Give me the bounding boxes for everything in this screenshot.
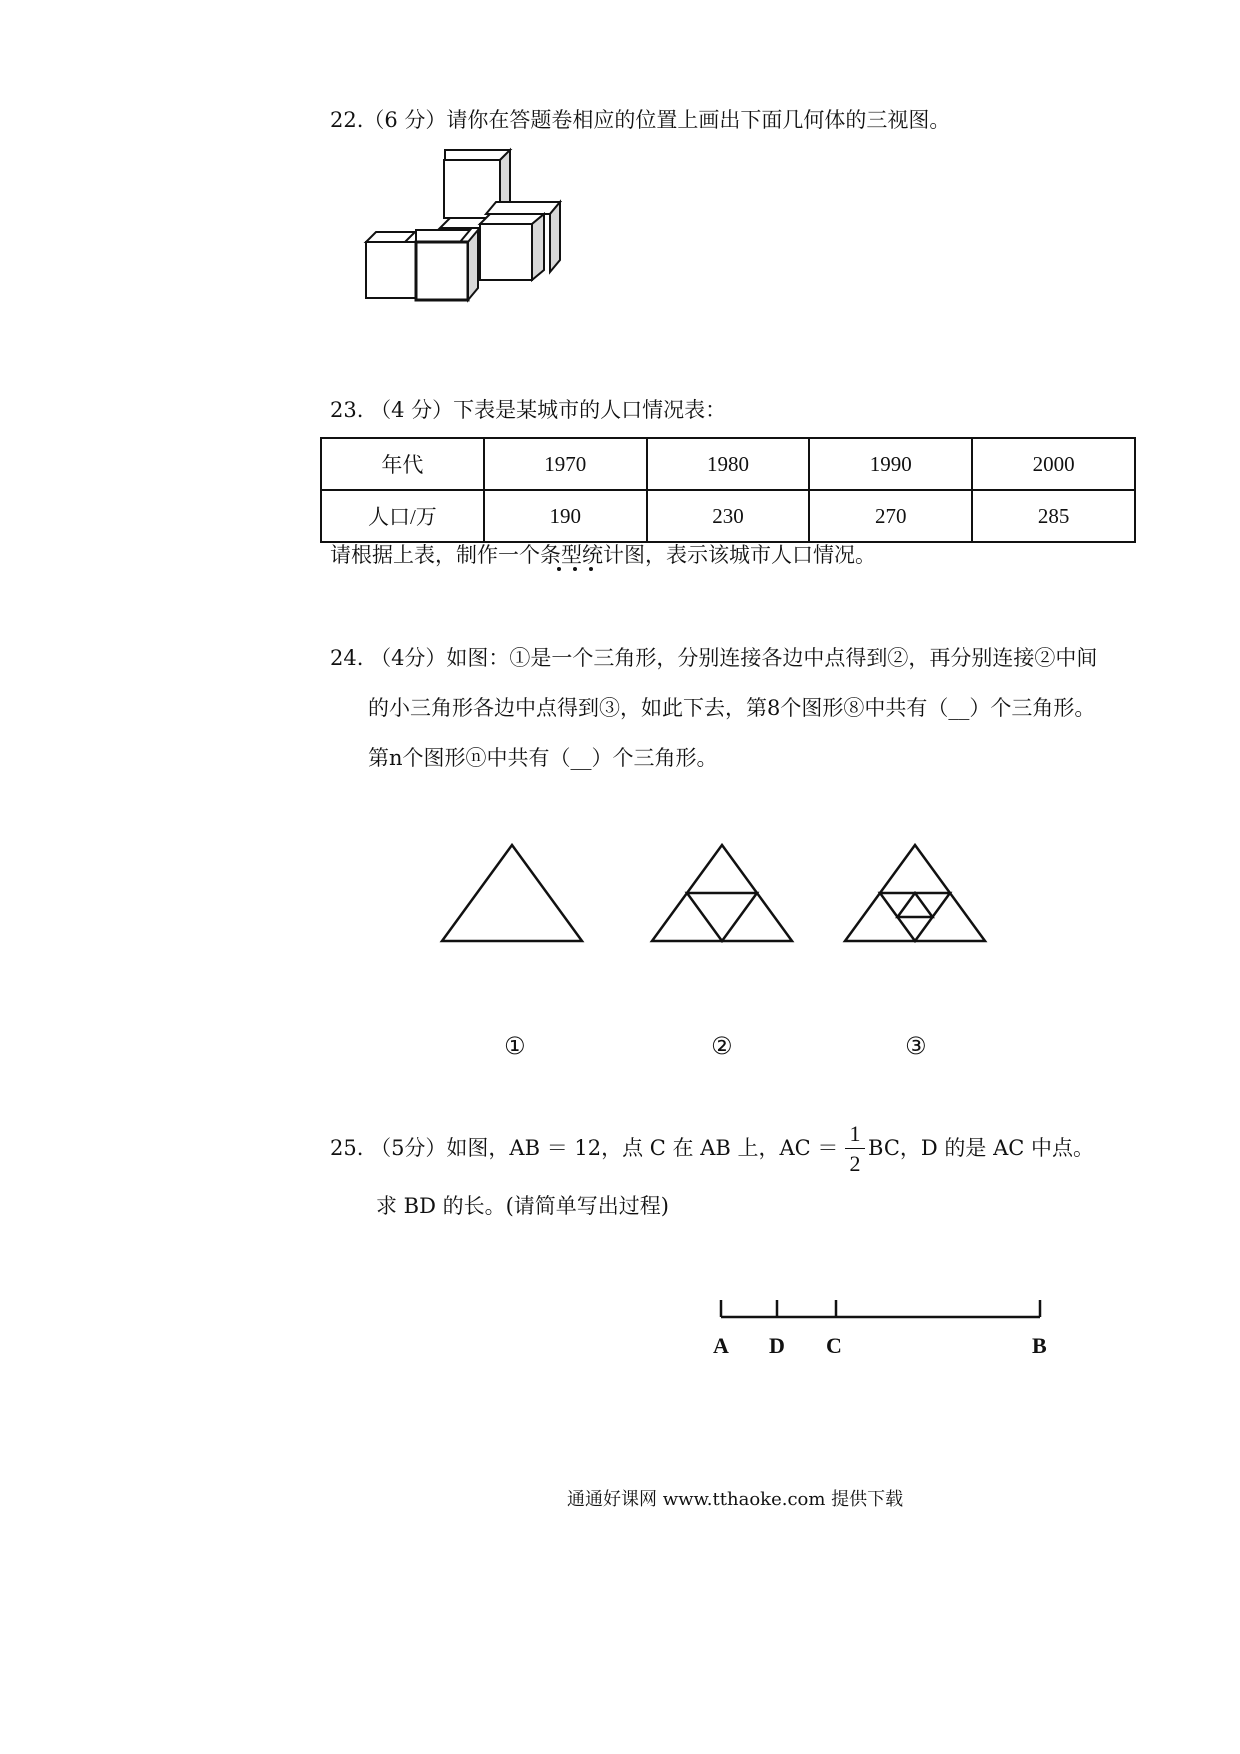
q24-line1: 24. （4分）如图：①是一个三角形，分别连接各边中点得到②，再分别连接②中间 xyxy=(330,646,1098,670)
population-cell: 230 xyxy=(647,490,810,542)
population-cell: 270 xyxy=(809,490,972,542)
population-cell: 285 xyxy=(972,490,1135,542)
q23-text: 23. （4 分）下表是某城市的人口情况表： xyxy=(330,398,727,422)
year-cell: 1990 xyxy=(809,438,972,490)
point-label-a: A xyxy=(713,1333,729,1358)
q25-line1-part1: 25. （5分）如图，AB ＝ 12，点 C 在 AB 上，AC ＝ xyxy=(330,1136,839,1160)
triangle-figure-3 xyxy=(843,843,988,943)
fraction-denominator: 2 xyxy=(849,1151,861,1176)
table-row xyxy=(321,490,1135,542)
point-label-b: B xyxy=(1032,1333,1047,1358)
page-footer: 通通好课网 www.tthaoke.com 提供下载 xyxy=(567,1489,904,1510)
cube-figure xyxy=(360,150,580,305)
q24-line2: 的小三角形各边中点得到③，如此下去，第8个图形⑧中共有（__）个三角形。 xyxy=(368,696,1096,720)
year-header-cell: 年代 xyxy=(321,438,484,490)
triangle-figure-2 xyxy=(650,843,795,943)
figure-label-1: ① xyxy=(504,1032,526,1060)
q25-line1-part2: BC，D 的是 AC 中点。 xyxy=(868,1136,1094,1160)
triangle-figure-1 xyxy=(440,843,585,943)
population-table xyxy=(320,437,1136,543)
population-cell: 190 xyxy=(484,490,647,542)
emphasis-dots xyxy=(555,565,595,575)
year-cell: 1970 xyxy=(484,438,647,490)
figure-label-3: ③ xyxy=(905,1032,927,1060)
fraction-bar xyxy=(845,1148,865,1149)
point-label-c: C xyxy=(826,1333,842,1358)
fraction-numerator: 1 xyxy=(849,1121,861,1146)
year-cell: 2000 xyxy=(972,438,1135,490)
point-label-d: D xyxy=(769,1333,785,1358)
q25-line2: 求 BD 的长。(请简单写出过程) xyxy=(376,1194,670,1218)
q23-instruction: 请根据上表，制作一个条型统计图，表示该城市人口情况。 xyxy=(330,543,876,567)
figure-label-2: ② xyxy=(711,1032,733,1060)
table-row xyxy=(321,438,1135,490)
q22-text: 22.（6 分）请你在答题卷相应的位置上画出下面几何体的三视图。 xyxy=(330,108,951,132)
one-half-fraction xyxy=(845,1123,865,1175)
segment-figure xyxy=(718,1298,1043,1328)
q24-line3: 第n个图形ⓝ中共有（__）个三角形。 xyxy=(368,746,718,770)
year-cell: 1980 xyxy=(647,438,810,490)
population-header-cell: 人口/万 xyxy=(321,490,484,542)
